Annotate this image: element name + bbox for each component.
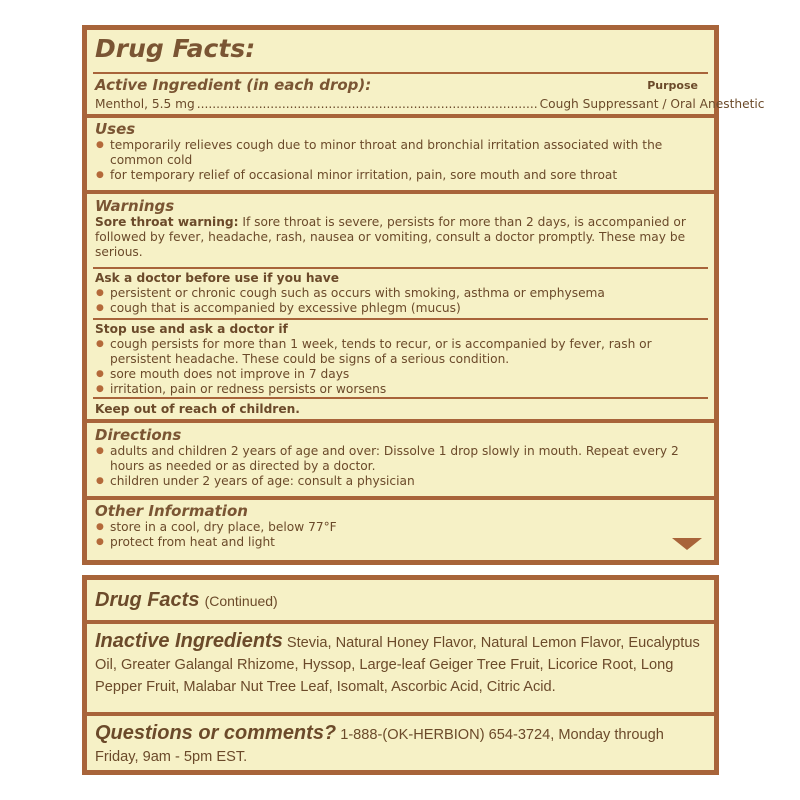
questions-heading: Questions or comments? (95, 722, 337, 744)
other-information-item: ● protect from heat and light (95, 535, 702, 550)
stop-use-section (95, 322, 702, 397)
questions-contact: 1-888-(OK-HERBION) 654-3724, Monday through Friday, 9am - 5pm EST. (95, 727, 664, 765)
ask-doctor-section (95, 271, 702, 316)
section-divider (87, 114, 714, 118)
questions-paragraph (95, 722, 702, 768)
keep-out-section (95, 402, 702, 417)
active-ingredient-heading: Active Ingredient (in each drop): (95, 76, 372, 94)
inactive-ingredients-paragraph (95, 630, 702, 698)
other-information-item: ● store in a cool, dry place, below 77°F (95, 520, 702, 535)
inactive-ingredients-list: Stevia, Natural Honey Flavor, Natural Lemon Flavor, Eucalyptus Oil, Greater Galangal Rhizome, Hyssop, Large-leaf Geiger Tree Fruit, Licorice Root, Long Pepper Fruit, Malabar Nut Tree Leaf, Isomalt, Ascorbic Acid, Citric Acid. (95, 635, 700, 695)
triangle-down-icon (672, 538, 702, 550)
directions-section (95, 426, 702, 489)
continued-title-section (95, 589, 714, 612)
sore-throat-text: If sore throat is severe, persists for more than 2 days, is accompanied or followed by fever, headache, rash, nausea or vomiting, consult a doctor promptly. These may be serious. (95, 215, 686, 259)
continued-label: (Continued) (204, 593, 278, 609)
section-divider (87, 190, 714, 194)
continued-title: Drug Facts (95, 589, 200, 611)
purpose-label: Purpose (647, 79, 698, 92)
drug-facts-continued-panel (82, 575, 719, 775)
keep-out-warning: Keep out of reach of children. (95, 402, 300, 416)
sore-throat-warning (95, 215, 702, 260)
ask-doctor-item: ● cough that is accompanied by excessive phlegm (mucus) (95, 301, 702, 316)
warnings-heading: Warnings (95, 197, 175, 215)
questions-section (95, 722, 702, 768)
subsection-divider (93, 397, 708, 399)
section-divider (87, 496, 714, 500)
leader-dots: ........................................................................................ (196, 97, 538, 111)
uses-heading: Uses (95, 120, 136, 138)
section-divider (87, 419, 714, 423)
drug-facts-title-section (95, 34, 714, 63)
section-divider (87, 620, 714, 624)
ask-doctor-item: ● persistent or chronic cough such as occurs with smoking, asthma or emphysema (95, 286, 702, 301)
other-information-heading: Other Information (95, 502, 248, 520)
active-ingredient-row (95, 97, 765, 112)
drug-facts-title: Drug Facts: (95, 34, 256, 63)
active-ingredient-section (95, 75, 765, 112)
active-ingredient-name: Menthol, 5.5 mg (95, 97, 195, 111)
uses-item: ● for temporary relief of occasional minor irritation, pain, sore mouth and sore throat (95, 168, 702, 183)
directions-heading: Directions (95, 426, 182, 444)
other-information-section (95, 502, 702, 550)
subsection-divider (93, 318, 708, 320)
stop-use-item: ● cough persists for more than 1 week, tends to recur, or is accompanied by fever, rash or persistent headache. These could be signs of a serious condition. (95, 337, 702, 367)
inactive-ingredients-heading: Inactive Ingredients (95, 630, 283, 652)
subsection-divider (93, 267, 708, 269)
stop-use-heading: Stop use and ask a doctor if (95, 322, 288, 336)
active-ingredient-purpose: Cough Suppressant / Oral Anesthetic (539, 97, 765, 111)
sore-throat-label: Sore throat warning: (95, 215, 239, 229)
warnings-section (95, 197, 702, 260)
stop-use-item: ● irritation, pain or redness persists or worsens (95, 382, 702, 397)
title-divider (93, 72, 708, 74)
inactive-ingredients-section (95, 630, 702, 698)
ask-doctor-heading: Ask a doctor before use if you have (95, 271, 339, 285)
section-divider (87, 712, 714, 716)
uses-item: ● temporarily relieves cough due to minor throat and bronchial irritation associated with the common cold (95, 138, 702, 168)
directions-item: ● children under 2 years of age: consult a physician (95, 474, 702, 489)
drug-facts-panel (82, 25, 765, 565)
stop-use-item: ● sore mouth does not improve in 7 days (95, 367, 702, 382)
directions-item: ● adults and children 2 years of age and over: Dissolve 1 drop slowly in mouth. Repeat every 2 hours as needed or as directed by a doctor. (95, 444, 702, 474)
uses-section (95, 120, 702, 183)
